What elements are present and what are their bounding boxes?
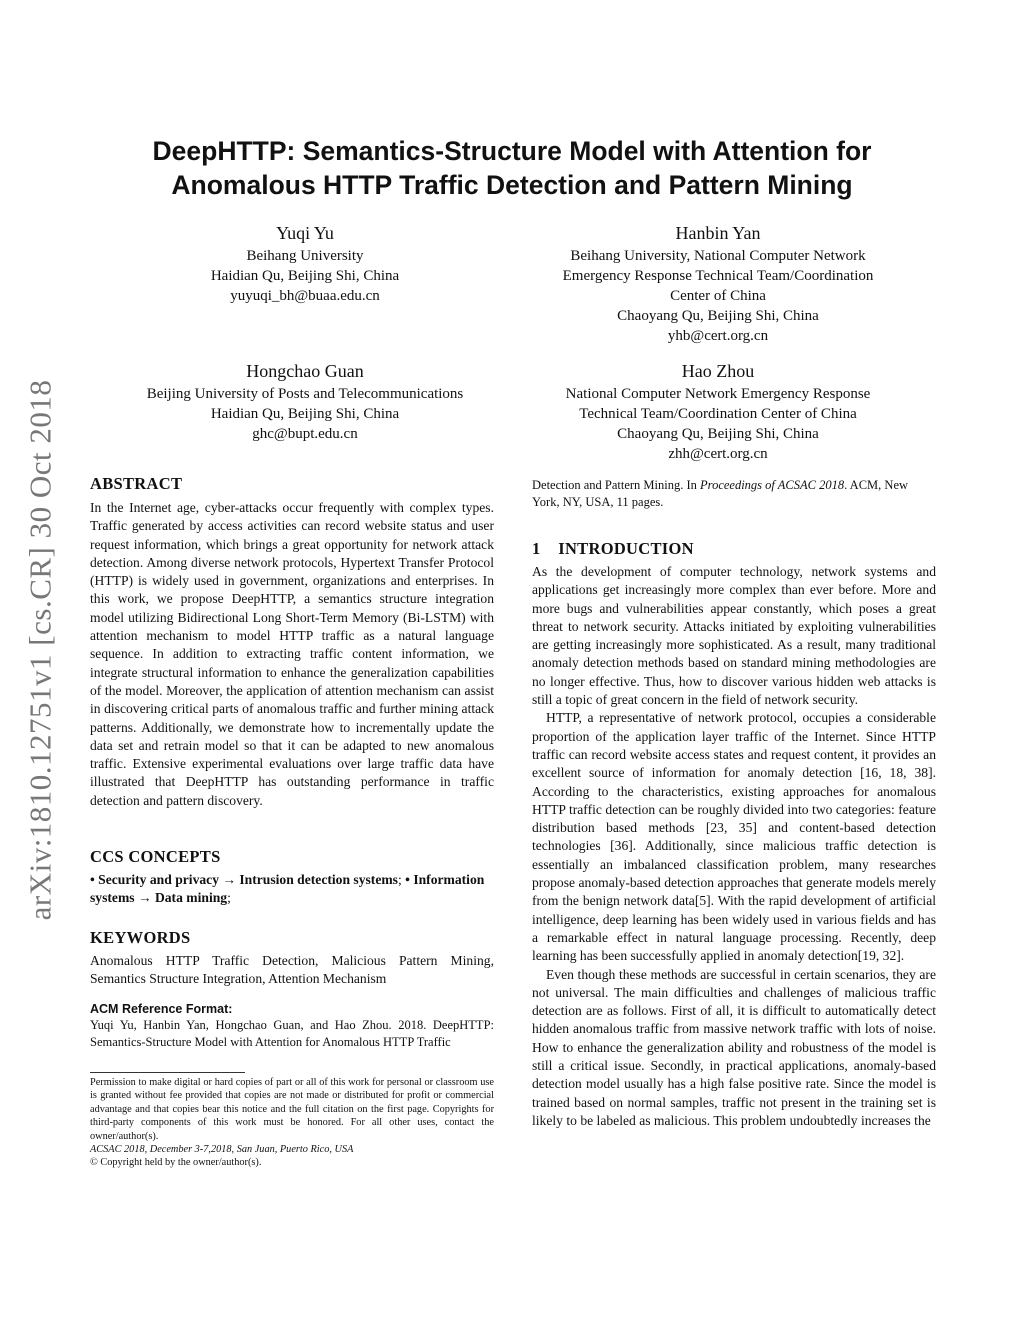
- title-line-1: DeepHTTP: Semantics-Structure Model with Attention for: [152, 136, 872, 166]
- acm-reference-label: ACM Reference Format:: [90, 1002, 233, 1016]
- author-block: [120, 359, 490, 444]
- arxiv-identifier: arXiv:1810.12751v1 [cs.CR] 30 Oct 2018: [22, 379, 57, 921]
- author-name: Hao Zhou: [681, 361, 755, 381]
- author-name: Yuqi Yu: [276, 223, 334, 243]
- paper-title: [90, 134, 934, 202]
- intro-paragraph: HTTP, a representative of network protocol, occupies a considerable proportion of the application layer traffic of the Internet. Since HTTP traffic can record website access states and request content, it provides an excellent source of information for anomaly detection [16, 18, 38]. According to the characteristics, existing approaches for anomalous HTTP traffic detection can be roughly divided into two categories: feature distribution based methods [23, 35] and content-based detection technologies [36]. Additionally, since malicious traffic detection is essentially an imbalanced classification problem, many researches propose anomaly-based detection approaches that generate models merely from the benign network data[5]. With the rapid development of artificial intelligence, deep learning has been widely used in various fields and has a remarkable effect in natural language processing. Recently, deep learning has been successfully applied in anomaly detection[19, 32].: [532, 710, 936, 964]
- abstract-text: [90, 499, 494, 810]
- author-affiliation: Haidian Qu, Beijing Shi, China: [210, 268, 400, 284]
- ccs-heading: CCS CONCEPTS: [90, 847, 221, 866]
- author-block: [160, 221, 450, 306]
- acm-ref-part: . ACM, New York, NY, USA, 11 pages.: [532, 478, 909, 509]
- author-affiliation: Beijing University of Posts and Telecommunications: [146, 386, 464, 402]
- author-affiliation: National Computer Network Emergency Response: [565, 386, 871, 402]
- author-affiliation: Emergency Response Technical Team/Coordination: [562, 268, 874, 284]
- author-email: yuyuqi_bh@buaa.edu.cn: [230, 288, 380, 304]
- author-block: [538, 221, 898, 346]
- author-affiliation: Haidian Qu, Beijing Shi, China: [210, 406, 400, 422]
- keywords-heading: KEYWORDS: [90, 928, 191, 947]
- keywords-text: [90, 952, 494, 989]
- copyright-notice: © Copyright held by the owner/author(s).: [90, 1157, 262, 1169]
- title-line-2: Anomalous HTTP Traffic Detection and Pattern Mining: [171, 170, 853, 200]
- acm-ref-venue: Proceedings of ACSAC 2018: [700, 478, 845, 492]
- author-email: yhb@cert.org.cn: [667, 328, 769, 344]
- author-affiliation: Beihang University, National Computer Network: [570, 248, 866, 264]
- ccs-separator: ;: [397, 872, 406, 887]
- author-email: zhh@cert.org.cn: [668, 446, 768, 462]
- abstract-paragraph: In the Internet age, cyber-attacks occur frequently with complex types. Traffic generated by access activities can record website status and user request information, which brings a great opportunity for network attack detection. Among diverse network protocols, Hypertext Transfer Protocol (HTTP) is widely used in government, organizations and enterprises. In this work, we propose DeepHTTP, a semantics structure integration model utilizing Bidirectional Long Short-Term Memory (Bi-LSTM) with attention mechanism to model HTTP traffic as a natural language sequence. In addition to extracting traffic content information, we integrate structural information to enhance the generalization capabilities of the model. Moreover, the application of attention mechanism can assist in discovering critical parts of anomalous traffic and further mining attack patterns. Additionally, we demonstrate how to incrementally update the data set and retrain model so that it can be adapted to new anomalous traffic. Extensive experimental evaluations over large traffic data have illustrated that DeepHTTP has outstanding performance in traffic detection and pattern discovery.: [90, 500, 494, 808]
- intro-paragraph: Even though these methods are successful in certain scenarios, they are not universal. The main difficulties and challenges of malicious traffic detection are as follows. First of all, it is difficult to automatically detect hidden anomalous traffic from massive network traffic with lots of noise. How to enhance the generalization ability and robustness of the model is still a critical issue. Secondly, in practical applications, anomaly-based detection model usually has a high false positive rate. Since the model is trained based on normal samples, traffic not present in the training set is likely to be labeled as malicious. This problem undoubtedly increases the: [532, 966, 936, 1128]
- author-affiliation: Center of China: [670, 288, 766, 304]
- author-block: [538, 359, 898, 464]
- ccs-concepts: [90, 871, 494, 908]
- acm-reference-continuation: [532, 477, 936, 511]
- intro-paragraph: As the development of computer technology, network systems and applications get increasingly more complex than ever before. More and more bugs and vulnerabilities appear constantly, which poses a great threat to network security. Attacks initiated by exploiting vulnerabilities are getting increasingly more sophisticated. As a result, many traditional anomaly detection methods based on standard mining methodologies are no longer effective. Thus, how to discover various hidden web attacks is still a topic of great concern in the field of network security.: [532, 564, 936, 708]
- author-name: Hongchao Guan: [246, 361, 364, 381]
- ccs-concept-1: • Security and privacy → Intrusion detection systems: [90, 872, 398, 887]
- ccs-concept-2: • Information systems → Data mining: [90, 872, 485, 906]
- introduction-heading: 1 INTRODUCTION: [532, 539, 694, 558]
- permission-footnote: [90, 1076, 494, 1170]
- author-name: Hanbin Yan: [675, 223, 761, 243]
- acm-reference-text: Yuqi Yu, Hanbin Yan, Hongchao Guan, and Hao Zhou. 2018. DeepHTTP: Semantics-Structure Model with Attention for Anomalous HTTP Traffic: [90, 1018, 494, 1049]
- author-affiliation: Chaoyang Qu, Beijing Shi, China: [617, 426, 819, 442]
- conference-info: ACSAC 2018, December 3-7,2018, San Juan, Puerto Rico, USA: [90, 1144, 354, 1156]
- acm-ref-part: Detection and Pattern Mining. In: [532, 478, 701, 492]
- abstract-heading: ABSTRACT: [90, 474, 183, 493]
- author-affiliation: Beihang University: [246, 248, 364, 264]
- keywords-list: Anomalous HTTP Traffic Detection, Malicious Pattern Mining, Semantics Structure Integration, Attention Mechanism: [90, 953, 494, 987]
- introduction-text: [532, 563, 936, 1130]
- author-email: ghc@bupt.edu.cn: [252, 426, 358, 442]
- footnote-rule: [90, 1072, 245, 1073]
- ccs-separator: ;: [227, 890, 231, 906]
- author-affiliation: Chaoyang Qu, Beijing Shi, China: [617, 308, 819, 324]
- permission-text: Permission to make digital or hard copies of part or all of this work for personal or classroom use is granted without fee provided that copies are not made or distributed for profit or commercial advantage and that copies bear this notice and the full citation on the first page. Copyrights for third-party components of this work must be honored. For all other uses, contact the owner/author(s).: [90, 1077, 494, 1142]
- author-affiliation: Technical Team/Coordination Center of China: [579, 406, 857, 422]
